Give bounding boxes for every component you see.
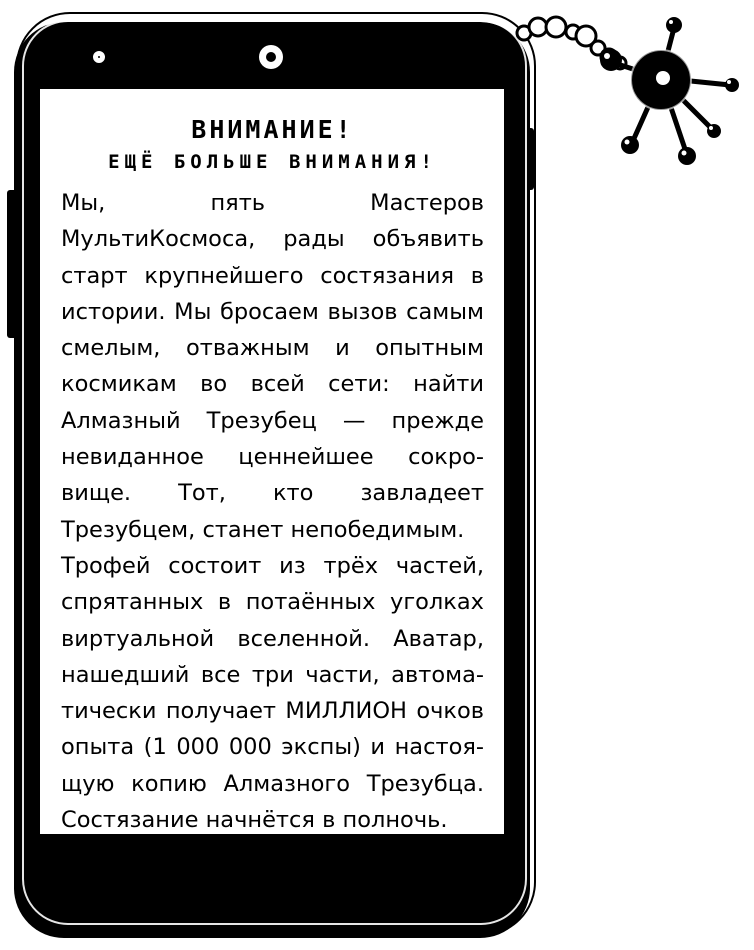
announcement-paragraph-1: Мы, пять Мастеров МультиКосмоса, рады объявить старт крупнейшего состязания в истории. Мы бросаем вызов самым смелым, отважным и опытным космикам во всей сети: найти Алмазный Трезубец — прежде невиданное ценнейшее сокровище. Тот, кто завладеет Трезубцем, станет непобедимым. bbox=[61, 190, 484, 543]
announcement-paragraph-2: Трофей состоит из трёх частей, спрятанных в потаённых уголках виртуальной вселенной. Аватар, нашедший все три части, автоматически получает МИЛЛИОН очков опыта (1 000 000 экспы) и настоящую копию Алмазного Трезубца. Состязание начнётся в полночь. bbox=[61, 552, 484, 834]
phone-screen bbox=[40, 89, 504, 834]
molecule-icon bbox=[480, 0, 754, 200]
proximity-sensor-icon bbox=[93, 51, 105, 63]
screen-subheading: ЕЩЁ БОЛЬШЕ ВНИМАНИЯ! bbox=[108, 151, 437, 173]
front-camera-icon bbox=[259, 45, 283, 69]
screen-heading: ВНИМАНИЕ! bbox=[191, 115, 354, 144]
